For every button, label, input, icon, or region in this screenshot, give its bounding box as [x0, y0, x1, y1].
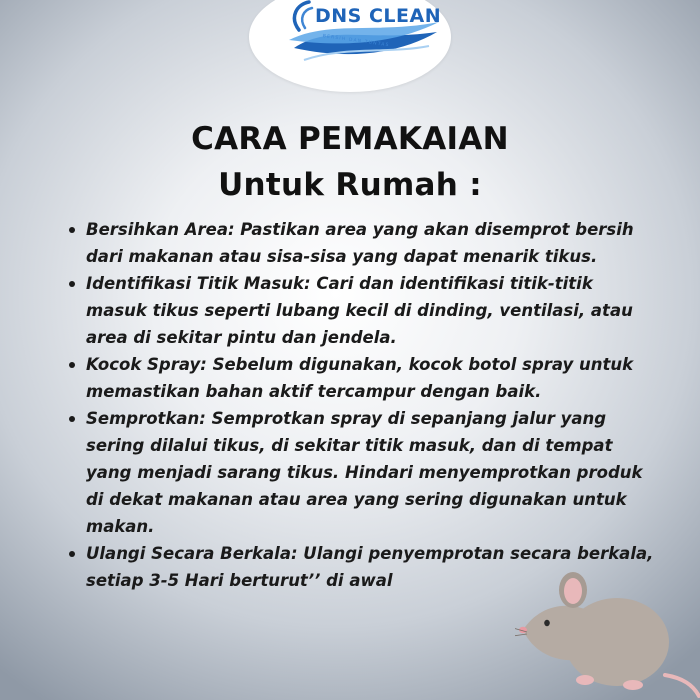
- step-text: Ulangi Secara Berkala: Ulangi penyemprotan secara berkala, setiap 3-5 Hari berturut’’ di awal: [86, 544, 654, 590]
- step-text: Identifikasi Titik Masuk: Cari dan identifikasi titik-titik masuk tikus seperti lubang kecil di dinding, ventilasi, atau area di sekitar pintu dan jendela.: [86, 274, 633, 347]
- logo-tagline: BERSIH DAN TUNTAS: [322, 34, 390, 49]
- step-text: Kocok Spray: Sebelum digunakan, kocok botol spray untuk memastikan bahan aktif tercampur dengan baik.: [86, 355, 634, 401]
- bullet-icon: [69, 227, 75, 233]
- list-item: [86, 270, 656, 351]
- bullet-icon: [69, 551, 75, 557]
- step-text: Bersihkan Area: Pastikan area yang akan disemprot bersih dari makanan atau sisa-sisa yang dapat menarik tikus.: [86, 220, 634, 266]
- list-item: [86, 405, 656, 540]
- bullet-icon: [69, 416, 75, 422]
- list-item: [86, 351, 656, 405]
- bullet-icon: [69, 362, 75, 368]
- brand-logo: [249, 0, 451, 92]
- page-subtitle: Untuk Rumah :: [218, 167, 482, 203]
- mouse-icon: [515, 570, 700, 700]
- bullet-icon: [69, 281, 75, 287]
- list-item: [86, 216, 656, 270]
- logo-brand-text: DNS CLEAN: [315, 5, 442, 27]
- step-text: Semprotkan: Semprotkan spray di sepanjang jalur yang sering dilalui tikus, di sekitar titik masuk, dan di tempat yang menjadi sarang tikus. Hindari menyemprotkan produk di dekat makanan atau area yang sering digunakan untuk makan.: [86, 409, 643, 536]
- usage-steps-list: [66, 216, 656, 594]
- page-title: CARA PEMAKAIAN: [191, 121, 509, 157]
